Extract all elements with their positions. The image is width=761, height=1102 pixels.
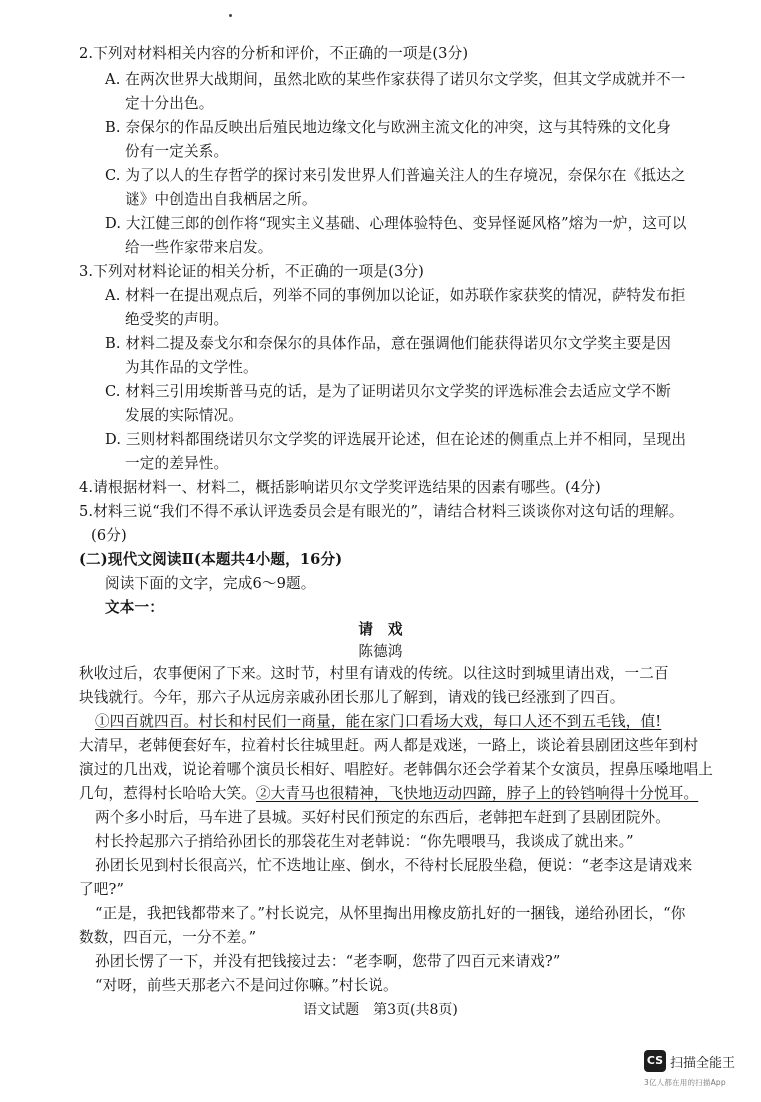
text-line: “对呀，前些天那老六不是问过你嘛。”村长说。 [95, 977, 398, 994]
text-line: 村长拎起那六子捎给孙团长的那袋花生对老韩说：“你先喂喂马，我谈成了就出来。” [95, 833, 634, 850]
text-line: C. 为了以人的生存哲学的探讨来引发世界人们普遍关注人的生存境况，奈保尔在《抵达之 [105, 167, 686, 184]
text-line: 两个多小时后，马车进了县城。买好村民们预定的东西后，老韩把车赶到了县剧团院外。 [95, 809, 671, 826]
text-line: B. 奈保尔的作品反映出后殖民地边缘文化与欧洲主流文化的冲突，这与其特殊的文化身 [105, 119, 671, 136]
text-segment: 几句，惹得村长哈哈大笑。 [79, 785, 256, 802]
page-footer: 语文试题 第3页(共8页) [303, 1002, 458, 1018]
watermark-tagline: 3亿人都在用的扫描App [644, 1078, 726, 1087]
text-line: 定十分出色。 [125, 95, 214, 112]
text-line: 为其作品的文学性。 [125, 359, 258, 376]
text-line: 谜》中创造出自我栖居之所。 [125, 191, 317, 208]
scanner-watermark [644, 1050, 752, 1090]
text-line: A. 材料一在提出观点后，列举不同的事例加以论证，如苏联作家获奖的情况，萨特发布拒 [105, 287, 686, 304]
text-line: (6分) [91, 527, 127, 544]
text-line: D. 三则材料都围绕诺贝尔文学奖的评选展开论述，但在论述的侧重点上并不相同，呈现出 [105, 431, 687, 448]
text-line: 了吧?” [79, 881, 125, 898]
text-line [0, 784, 761, 804]
text-line: A. 在两次世界大战期间，虽然北欧的某些作家获得了诺贝尔文学奖，但其文学成就并不一 [105, 71, 686, 88]
text-line: 份有一定关系。 [125, 143, 229, 160]
text-line: 5.材料三说“我们不得不承认评选委员会是有眼光的”，请结合材料三谈谈你对这句话的理解。 [79, 503, 684, 520]
underlined-sentence: ②大青马也很精神，飞快地迈动四蹄，脖子上的铃铛响得十分悦耳。 [255, 785, 699, 802]
text-line [0, 712, 761, 732]
text-line: 4.请根据材料一、材料二，概括影响诺贝尔文学奖评选结果的因素有哪些。(4分) [79, 479, 601, 496]
text-line: 孙团长愣了一下，并没有把钱接过去：“老李啊，您带了四百元来请戏?” [95, 953, 561, 970]
text-line: D. 大江健三郎的创作将“现实主义基础、心理体验特色、变异怪诞风格”熔为一炉，这可以 [105, 215, 687, 232]
text-line: C. 材料三引用埃斯普马克的话，是为了证明诺贝尔文学奖的评选标准会去适应文学不断 [105, 383, 671, 400]
camscanner-logo-icon: CS [644, 1050, 666, 1072]
text-line: 大清早，老韩便套好车，拉着村长往城里赶。两人都是戏迷，一路上，谈论着县剧团这些年到村 [79, 737, 699, 754]
text-line: 发展的实际情况。 [125, 407, 243, 424]
text-line: 秋收过后，农事便闲了下来。这时节，村里有请戏的传统。以往这时到城里请出戏，一二百 [79, 665, 669, 682]
text-line: 演过的几出戏，说论着哪个演员长相好、唱腔好。老韩偶尔还会学着某个女演员，捏鼻压嗓地唱上 [79, 761, 713, 778]
text-line: 孙团长见到村长很高兴，忙不迭地让座、倒水，不待村长屁股坐稳，便说：“老李这是请戏来 [95, 857, 693, 874]
text-line: 陈德鸿 [358, 643, 403, 660]
text-line: “正是，我把钱都带来了。”村长说完，从怀里掏出用橡皮筋扎好的一捆钱，递给孙团长，“你 [95, 905, 686, 922]
text-line: B. 材料二提及泰戈尔和奈保尔的具体作品，意在强调他们能获得诺贝尔文学奖主要是因 [105, 335, 671, 352]
text-line: 绝受奖的声明。 [125, 311, 229, 328]
text-line: 一定的差异性。 [125, 455, 229, 472]
text-line: (二)现代文阅读Ⅱ(本题共4小题，16分) [79, 551, 343, 568]
text-line: 给一些作家带来启发。 [125, 239, 273, 256]
scan-speck [229, 14, 232, 17]
text-line: 请 戏 [358, 621, 403, 638]
text-line: 3.下列对材料论证的相关分析，不正确的一项是(3分) [79, 263, 424, 280]
text-line: 块钱就行。今年，那六子从远房亲戚孙团长那儿了解到，请戏的钱已经涨到了四百。 [79, 689, 625, 706]
text-line: 数数，四百元，一分不差。” [79, 929, 257, 946]
text-line: 阅读下面的文字，完成6～9题。 [105, 575, 316, 592]
watermark-app-name: 扫描全能王 [670, 1056, 736, 1071]
text-line: 2.下列对材料相关内容的分析和评价，不正确的一项是(3分) [79, 45, 469, 62]
text-line: 文本一： [105, 599, 164, 616]
underlined-sentence: ①四百就四百。村长和村民们一商量，能在家门口看场大戏，每口人还不到五毛钱，值! [95, 713, 662, 730]
